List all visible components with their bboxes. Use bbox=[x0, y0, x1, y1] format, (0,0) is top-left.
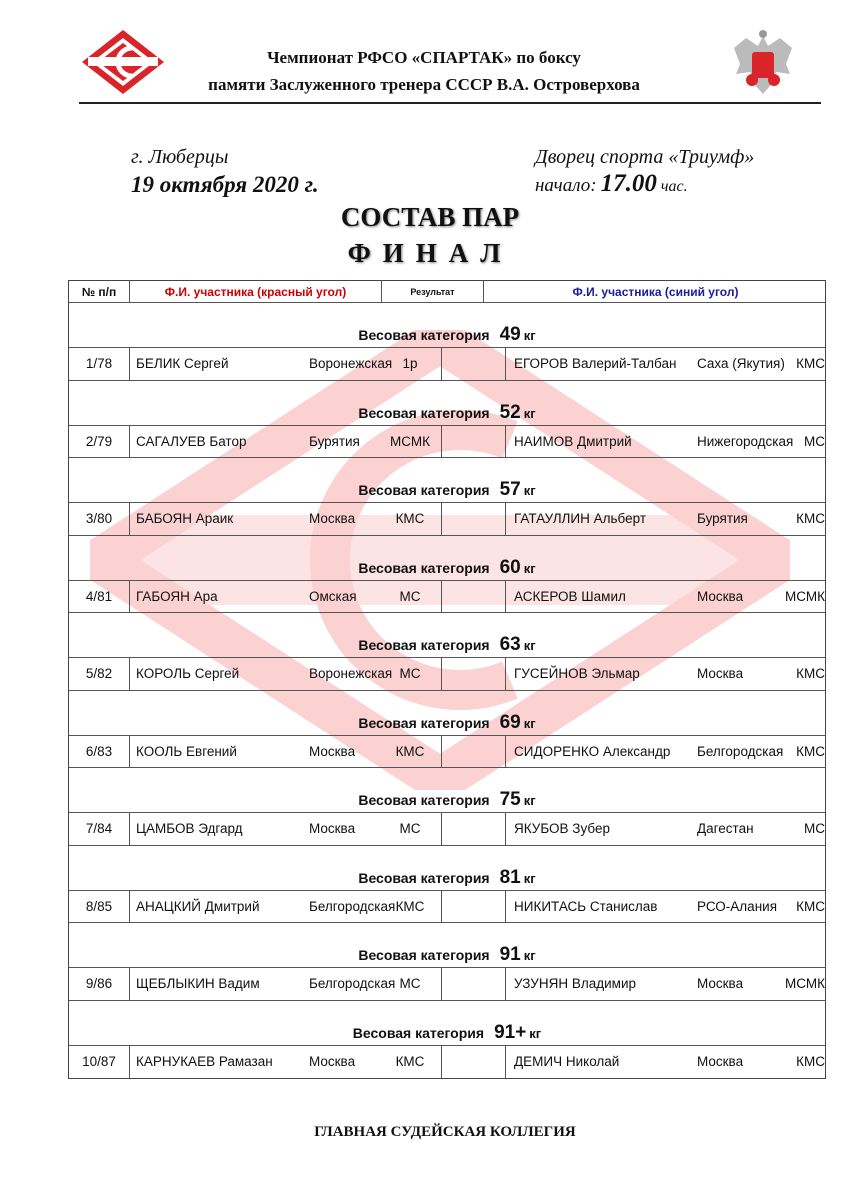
red-rank: КМС bbox=[395, 743, 425, 759]
result-cell bbox=[441, 348, 505, 380]
category-unit: кг bbox=[523, 870, 536, 886]
red-name: ЦАМБОВ Эдгард bbox=[129, 813, 305, 845]
col-result: Результат bbox=[381, 281, 483, 302]
pairs-table bbox=[68, 280, 826, 1079]
col-num: № п/п bbox=[81, 284, 117, 299]
result-cell bbox=[441, 658, 505, 690]
red-rank: МС bbox=[399, 976, 421, 992]
bout-number: 4/81 bbox=[85, 588, 113, 604]
venue: Дворец спорта «Триумф» bbox=[535, 146, 755, 168]
red-region: Воронежская bbox=[309, 666, 393, 682]
bout-number: 8/85 bbox=[85, 898, 113, 914]
blue-rank: КМС bbox=[796, 511, 825, 527]
category-weight: 63 bbox=[499, 634, 521, 655]
blue-region: Москва bbox=[697, 588, 744, 604]
red-rank: КМС bbox=[395, 898, 425, 914]
start-time-line bbox=[535, 170, 688, 198]
category-weight: 91+ bbox=[494, 1021, 527, 1043]
category-unit: кг bbox=[529, 1025, 542, 1041]
bout-number: 6/83 bbox=[85, 743, 113, 759]
category-weight: 81 bbox=[499, 866, 521, 888]
blue-region: Москва bbox=[697, 666, 744, 682]
red-rank: МС bbox=[399, 588, 421, 604]
category-unit: кг bbox=[523, 793, 536, 808]
blue-rank: МСМК bbox=[785, 588, 825, 604]
blue-rank: КМС bbox=[796, 356, 825, 372]
category-label: Весовая категория bbox=[358, 559, 490, 576]
red-name: БЕЛИК Сергей bbox=[129, 348, 305, 380]
table-row bbox=[69, 813, 825, 846]
blue-region: Нижегородская bbox=[697, 433, 794, 449]
category-weight: 49 bbox=[499, 324, 521, 345]
table-header bbox=[69, 281, 825, 303]
blue-name: СИДОРЕНКО Александр bbox=[505, 736, 691, 768]
category-unit: кг bbox=[523, 328, 536, 343]
blue-rank: МСМК bbox=[785, 976, 825, 992]
blue-region: Москва bbox=[697, 1054, 744, 1070]
red-rank: 1р bbox=[402, 356, 418, 372]
category-weight: 75 bbox=[499, 789, 521, 810]
category-weight: 52 bbox=[499, 401, 521, 423]
blue-region: Москва bbox=[697, 976, 744, 992]
weight-category-row bbox=[69, 536, 825, 581]
red-rank: КМС bbox=[395, 1054, 425, 1070]
blue-name: УЗУНЯН Владимир bbox=[505, 968, 691, 1000]
category-label: Весовая категория bbox=[358, 947, 490, 963]
blue-rank: КМС bbox=[796, 1054, 825, 1070]
red-name: БАБОЯН Араик bbox=[129, 503, 305, 535]
category-unit: кг bbox=[523, 638, 536, 653]
result-cell bbox=[441, 891, 505, 923]
bout-number: 7/84 bbox=[85, 821, 113, 837]
blue-name: ДЕМИЧ Николай bbox=[505, 1046, 691, 1079]
category-weight: 69 bbox=[499, 711, 521, 733]
red-name: КОРОЛЬ Сергей bbox=[129, 658, 305, 690]
bout-number: 1/78 bbox=[85, 356, 113, 372]
blue-region: РСО-Алания bbox=[697, 898, 777, 914]
bout-number: 10/87 bbox=[82, 1054, 116, 1070]
col-red: Ф.И. участника (красный угол) bbox=[129, 281, 381, 302]
date: 19 октября 2020 г. bbox=[131, 172, 319, 197]
weight-category-row bbox=[69, 846, 825, 891]
table-row bbox=[69, 503, 825, 536]
result-cell bbox=[441, 1046, 505, 1079]
blue-region: Саха (Якутия) bbox=[697, 356, 785, 372]
bout-number: 9/86 bbox=[85, 976, 113, 992]
blue-name: НИКИТАСЬ Станислав bbox=[505, 891, 691, 923]
table-row bbox=[69, 891, 825, 924]
blue-rank: МС bbox=[804, 821, 825, 837]
result-cell bbox=[441, 426, 505, 458]
blue-name: НАИМОВ Дмитрий bbox=[505, 426, 691, 458]
red-region: Бурятия bbox=[309, 433, 360, 449]
category-unit: кг bbox=[523, 483, 536, 498]
red-region: Москва bbox=[309, 743, 356, 759]
blue-name: ЯКУБОВ Зубер bbox=[505, 813, 691, 845]
result-cell bbox=[441, 968, 505, 1000]
red-rank: МС bbox=[399, 666, 421, 682]
start-label: начало: bbox=[535, 175, 597, 196]
weight-category-row bbox=[69, 381, 825, 426]
blue-rank: МС bbox=[804, 433, 825, 449]
weight-category-row bbox=[69, 768, 825, 813]
weight-category-row bbox=[69, 1001, 825, 1046]
category-weight: 91 bbox=[499, 944, 521, 965]
weight-category-row bbox=[69, 923, 825, 968]
document-title: СОСТАВ ПАР bbox=[340, 202, 520, 232]
table-row bbox=[69, 1046, 825, 1079]
red-region: Москва bbox=[309, 1054, 356, 1070]
category-label: Весовая категория bbox=[358, 792, 490, 808]
result-cell bbox=[441, 813, 505, 845]
red-name: ЩЕБЛЫКИН Вадим bbox=[129, 968, 305, 1000]
blue-region: Белгородская bbox=[697, 743, 784, 759]
weight-category-row bbox=[69, 691, 825, 736]
category-weight: 60 bbox=[499, 556, 521, 578]
bout-number: 2/79 bbox=[85, 433, 113, 449]
col-blue: Ф.И. участника (синий угол) bbox=[483, 281, 827, 302]
weight-category-row bbox=[69, 458, 825, 503]
table-row bbox=[69, 968, 825, 1001]
red-region: Белгородская bbox=[309, 898, 396, 914]
red-rank: КМС bbox=[395, 511, 425, 527]
category-label: Весовая категория bbox=[358, 637, 490, 653]
weight-category-row bbox=[69, 303, 825, 348]
category-label: Весовая категория bbox=[358, 714, 490, 731]
header-divider bbox=[79, 102, 821, 104]
footer-signature: ГЛАВНАЯ СУДЕЙСКАЯ КОЛЛЕГИЯ bbox=[314, 1124, 576, 1140]
bout-number: 5/82 bbox=[85, 666, 113, 682]
category-label: Весовая категория bbox=[358, 327, 490, 343]
red-region: Белгородская bbox=[309, 976, 396, 992]
table-row bbox=[69, 348, 825, 381]
category-label: Весовая категория bbox=[358, 482, 490, 498]
red-name: САГАЛУЕВ Батор bbox=[129, 426, 305, 458]
start-time: 17.00 bbox=[600, 170, 657, 197]
category-unit: кг bbox=[523, 560, 536, 576]
category-unit: кг bbox=[523, 715, 536, 731]
table-row bbox=[69, 736, 825, 769]
result-cell bbox=[441, 736, 505, 768]
category-label: Весовая категория bbox=[358, 869, 490, 886]
red-name: ГАБОЯН Ара bbox=[129, 581, 305, 613]
blue-region: Дагестан bbox=[697, 821, 754, 837]
header-line-2: памяти Заслуженного тренера СССР В.А. Островерхова bbox=[208, 75, 640, 94]
weight-category-row bbox=[69, 613, 825, 658]
blue-rank: КМС bbox=[796, 666, 825, 682]
red-region: Москва bbox=[309, 821, 356, 837]
category-unit: кг bbox=[523, 948, 536, 963]
blue-name: АСКЕРОВ Шамил bbox=[505, 581, 691, 613]
start-unit: час. bbox=[660, 178, 688, 195]
table-row bbox=[69, 581, 825, 614]
red-region: Омская bbox=[309, 588, 357, 604]
table-row bbox=[69, 426, 825, 459]
blue-rank: КМС bbox=[796, 898, 825, 914]
category-label: Весовая категория bbox=[352, 1024, 485, 1041]
red-rank: МС bbox=[399, 821, 421, 837]
city: г. Люберцы bbox=[131, 146, 229, 168]
blue-region: Бурятия bbox=[697, 511, 748, 527]
category-unit: кг bbox=[523, 405, 536, 421]
result-cell bbox=[441, 581, 505, 613]
blue-name: ГАТАУЛЛИН Альберт bbox=[505, 503, 691, 535]
table-row bbox=[69, 658, 825, 691]
document-subtitle: ФИНАЛ bbox=[347, 238, 513, 268]
result-cell bbox=[441, 503, 505, 535]
red-region: Москва bbox=[309, 511, 356, 527]
red-rank: МСМК bbox=[390, 433, 430, 449]
red-region: Воронежская bbox=[309, 356, 393, 372]
blue-name: ЕГОРОВ Валерий-Талбан bbox=[505, 348, 691, 380]
header-line-1: Чемпионат РФСО «СПАРТАК» по боксу bbox=[267, 48, 581, 67]
red-name: АНАЦКИЙ Дмитрий bbox=[129, 891, 305, 923]
category-weight: 57 bbox=[499, 479, 521, 500]
blue-rank: КМС bbox=[796, 743, 825, 759]
red-name: КАРНУКАЕВ Рамазан bbox=[129, 1046, 305, 1079]
bout-number: 3/80 bbox=[85, 511, 113, 527]
red-name: КООЛЬ Евгений bbox=[129, 736, 305, 768]
category-label: Весовая категория bbox=[358, 404, 490, 421]
blue-name: ГУСЕЙНОВ Эльмар bbox=[505, 658, 691, 690]
